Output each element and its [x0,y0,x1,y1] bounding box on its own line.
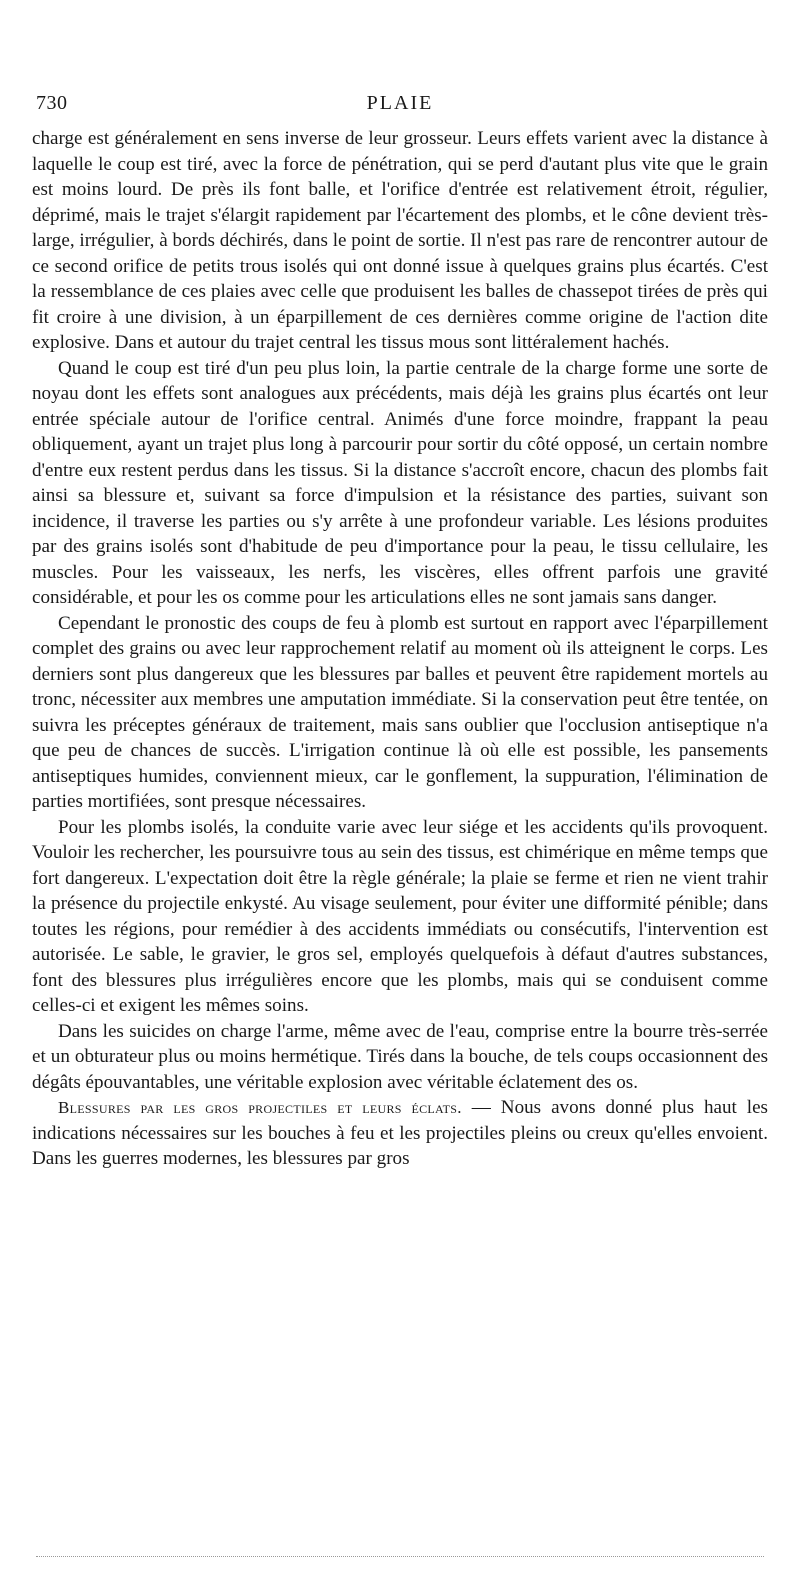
paragraph: Cependant le pronostic des coups de feu à plomb est surtout en rapport avec l'éparpillement complet des grains ou avec leur rapprochement relatif au moment où ils atteignent le corps. Les derniers sont plus dangereux que les blessures par balles et peuvent être rapidement mortels au tronc, nécessiter aux membres une amputation immédiate. Si la conservation peut être tentée, on suivra les préceptes généraux de traitement, mais sans oublier que l'occlusion antiseptique n'a que peu de chances de succès. L'irrigation continue là où elle est possible, les pansements antiseptiques humides, conviennent mieux, car le gonflement, la suppuration, l'élimination de parties mortifiées, sont presque nécessaires. [32,612,768,812]
page-number: 730 [36,92,68,114]
running-title: PLAIE [366,92,434,114]
paragraph: Dans les suicides on charge l'arme, même avec de l'eau, comprise entre la bourre très-serrée et un obturateur plus ou moins hermétique. Tirés dans la bouche, de tels coups occasionnent des dégâts épouvantables, une véritable explosion avec véritable éclatement des os. [32,1020,768,1093]
page-header [32,92,768,126]
paragraph: charge est généralement en sens inverse de leur grosseur. Leurs effets varient avec la distance à laquelle le coup est tiré, avec la force de pénétration, qui se perd d'autant plus vite que le grain est moins lourd. De près ils font balle, et l'orifice d'entrée est relativement étroit, régulier, déprimé, mais le trajet s'élargit rapidement par l'écartement des plombs, et le cône devient très-large, irrégulier, à bords déchirés, dans le point de sortie. Il n'est pas rare de rencontrer autour de ce second orifice de petits trous isolés qui ont donné issue à quelques grains plus écartés. C'est la ressemblance de ces plaies avec celle que produisent les balles de chassepot tirées de près qui fit croire à une division, à un éparpillement de ces dernières comme origine de l'action dite explosive. Dans et autour du trajet central les tissus mous sont littéralement hachés. [32,128,768,353]
section-paragraph [32,1095,768,1172]
page-body [32,126,768,1172]
section-heading: Blessures par les gros projectiles et leurs éclats. [58,1098,462,1117]
footer-dotted-rule [36,1556,764,1557]
book-page [32,92,768,1172]
paragraph: Quand le coup est tiré d'un peu plus loin, la partie centrale de la charge forme une sorte de noyau dont les effets sont analogues aux précédents, mais déjà les grains plus écartés ont leur entrée spéciale autour de l'orifice central. Animés d'une force moindre, frappant la peau obliquement, ayant un trajet plus long à parcourir pour sortir du côté opposé, un certain nombre d'entre eux restent perdus dans les tissus. Si la distance s'accroît encore, chacun des plombs fait ainsi sa blessure et, suivant sa force d'impulsion et la résistance des parties, suivant son incidence, il traverse les parties ou s'y arrête à une profondeur variable. Les lésions produites par des grains isolés sont d'habitude de peu d'importance pour la peau, le tissu cellulaire, les muscles. Pour les vaisseaux, les nerfs, les viscères, elles offrent parfois une gravité considérable, et pour les os comme pour les articulations elles ne sont jamais sans danger. [32,357,768,608]
section-text: — Nous avons donné plus haut les indications nécessaires sur les bouches à feu et les projectiles pleins ou creux qu'elles envoient. Dans les guerres modernes, les blessures par gros [32,1097,768,1169]
paragraph: Pour les plombs isolés, la conduite varie avec leur siége et les accidents qu'ils provoquent. Vouloir les rechercher, les poursuivre tous au sein des tissus, est chimérique en même temps que fort dangereux. L'expectation doit être la règle générale; la plaie se ferme et rien ne vient trahir la présence du projectile enkysté. Au visage seulement, pour éviter une difformité pénible; dans toutes les régions, pour remédier à des accidents immédiats ou consécutifs, l'intervention est autorisée. Le sable, le gravier, le gros sel, employés quelquefois à défaut d'autres substances, font des blessures plus irrégulières encore que les plombs, mais qui se conduisent comme celles-ci et exigent les mêmes soins. [32,816,768,1016]
